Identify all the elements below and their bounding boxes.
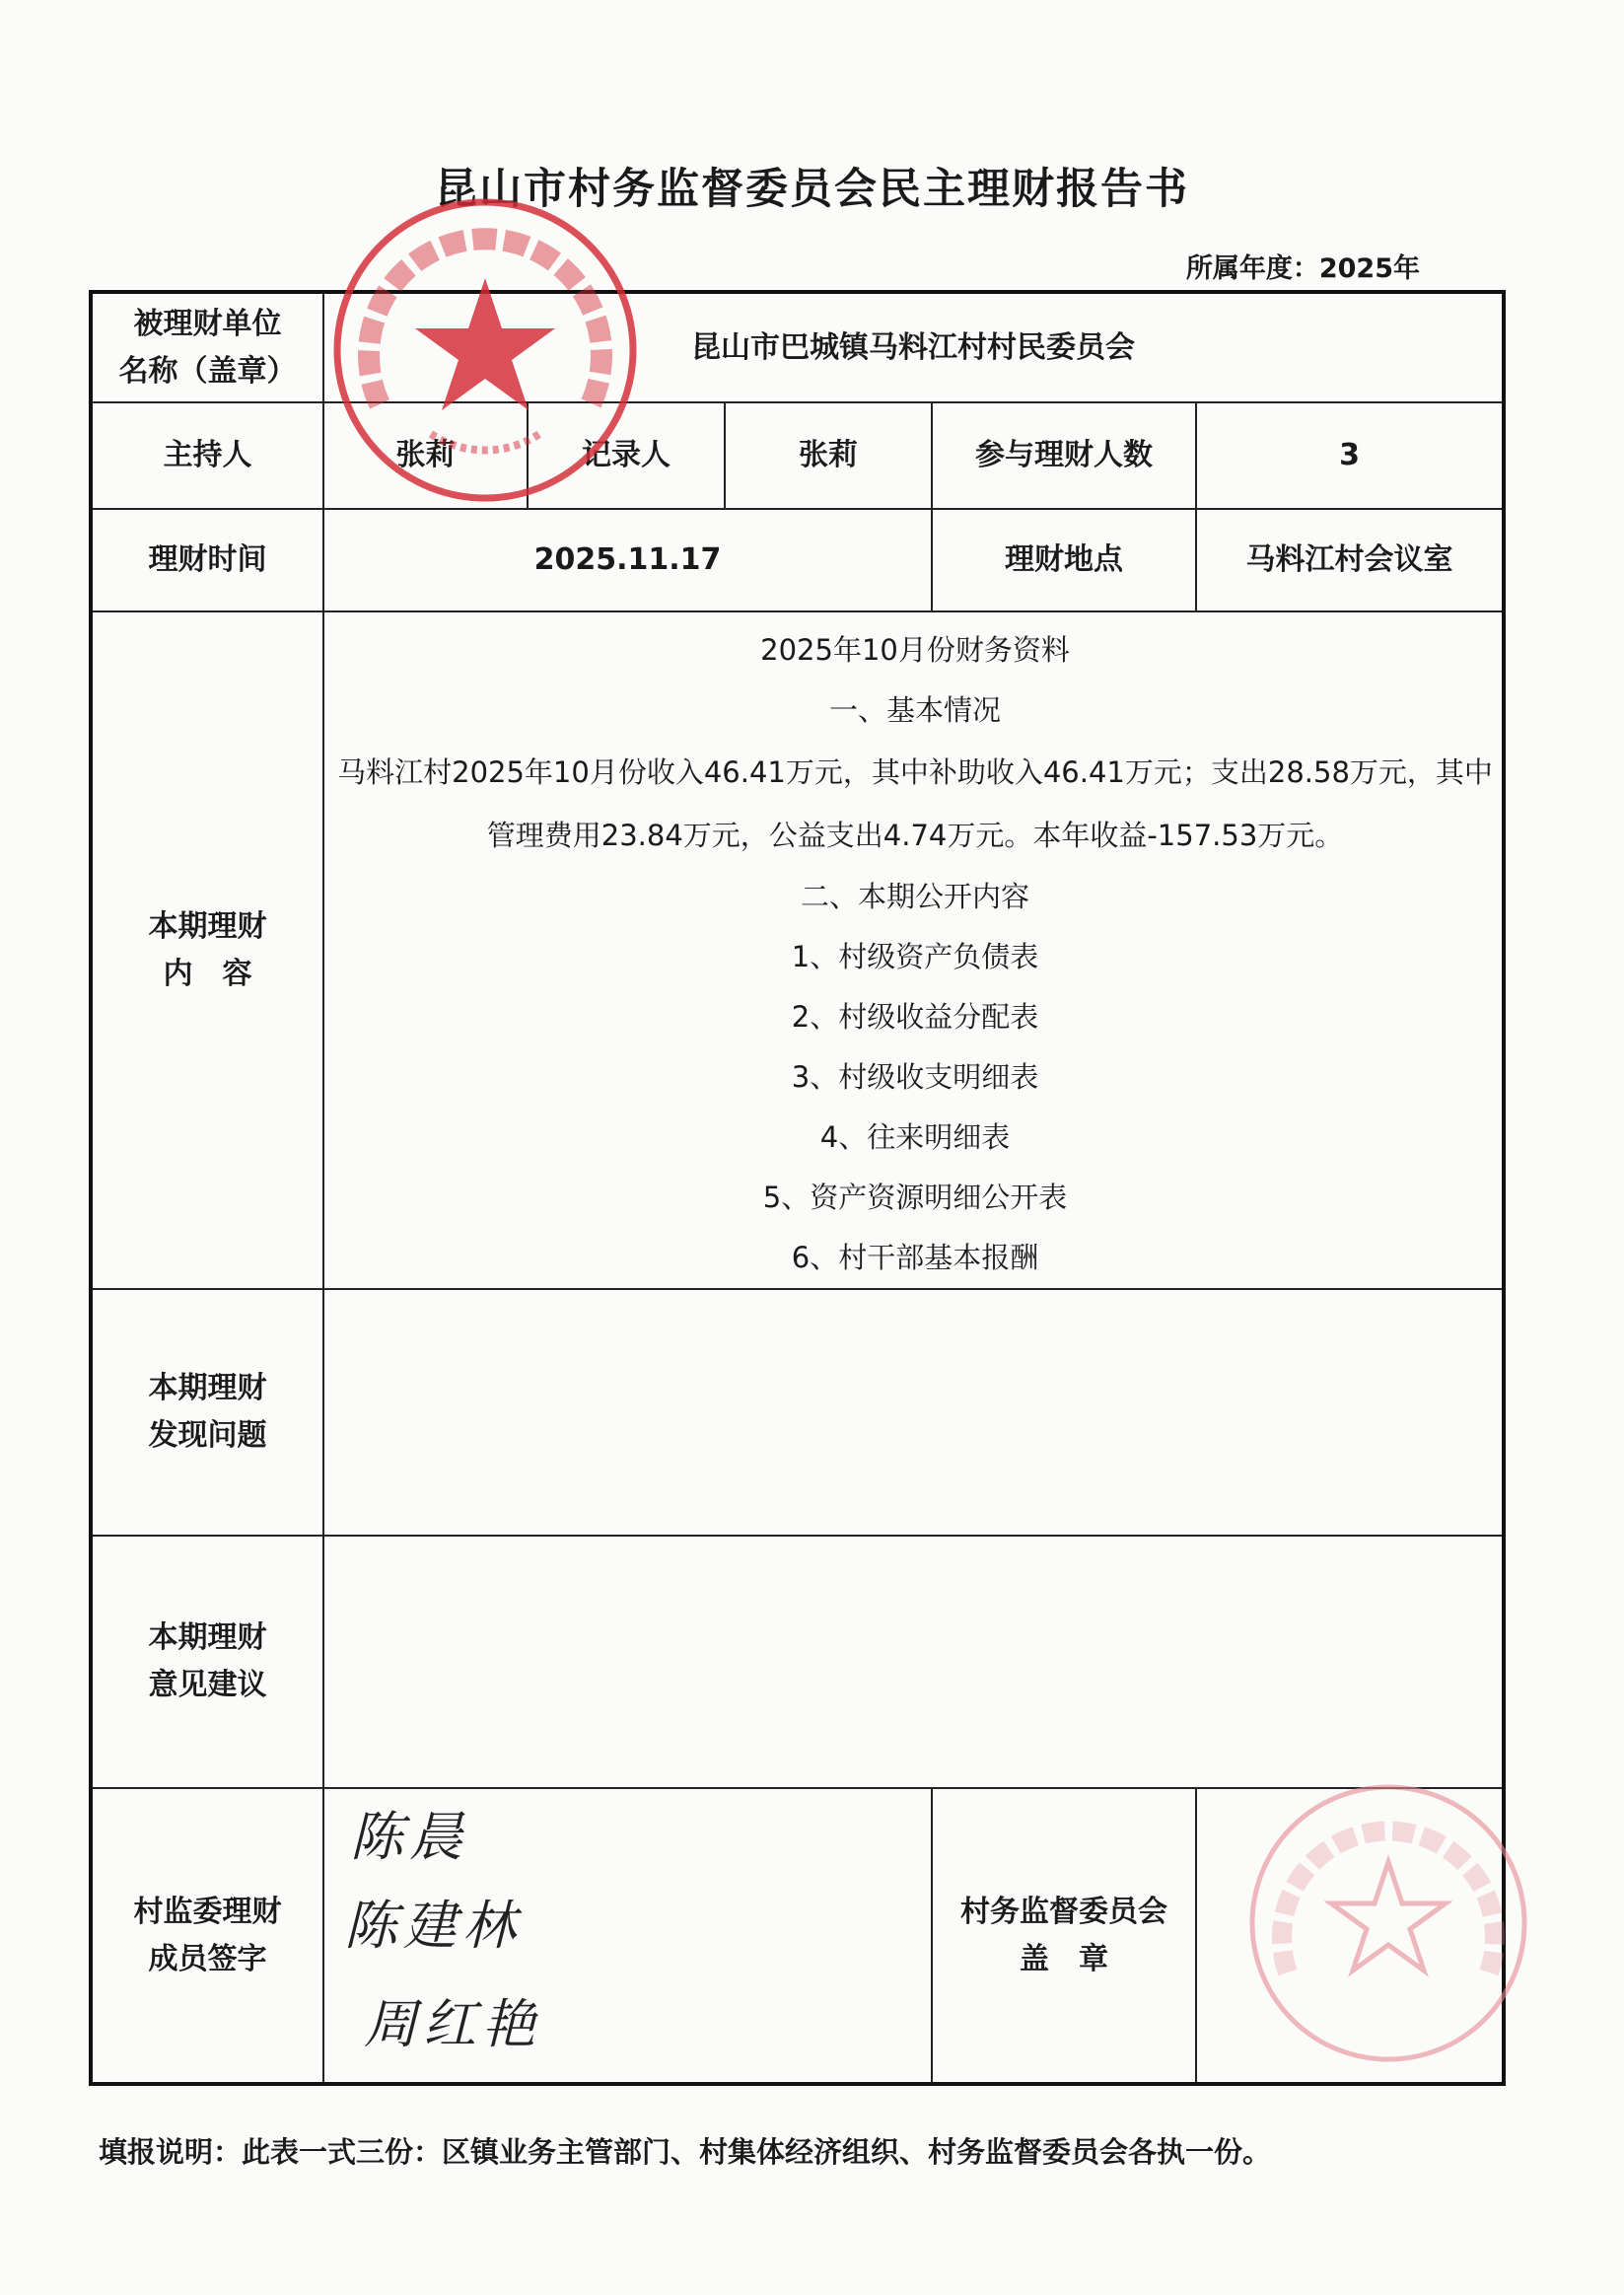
- signature: 周红艳: [364, 1993, 541, 2055]
- unit-name-label: 被理财单位 名称（盖章）: [91, 292, 323, 402]
- content-line: 5、资产资源明细公开表: [762, 1181, 1068, 1214]
- page-title: 昆山市村务监督委员会民主理财报告书: [435, 165, 1189, 214]
- issues-value: [323, 1289, 1504, 1536]
- participants-value: 3: [1196, 402, 1504, 509]
- place-label: 理财地点: [932, 509, 1196, 611]
- signature-label: 村监委理财 成员签字: [91, 1788, 323, 2084]
- signature: 陈建林: [344, 1895, 522, 1957]
- content-line: 二、本期公开内容: [801, 880, 1030, 913]
- report-form: [89, 290, 1506, 2086]
- content-body: [323, 611, 1504, 1289]
- content-label: 本期理财 内 容: [91, 611, 323, 1289]
- filling-note: 填报说明：此表一式三份：区镇业务主管部门、村集体经济组织、村务监督委员会各执一份。: [99, 2135, 1272, 2169]
- participants-label: 参与理财人数: [932, 402, 1196, 509]
- content-line: 马料江村2025年10月份收入46.41万元，其中补助收入46.41万元；支出28.58万元，其中管理费用23.84万元，公益支出4.74万元。本年收益-157.53万元。: [337, 755, 1493, 852]
- content-line: 4、往来明细表: [819, 1120, 1011, 1154]
- content-line: 3、村级收支明细表: [791, 1060, 1039, 1094]
- content-line: 1、村级资产负债表: [791, 940, 1039, 973]
- host-label: 主持人: [91, 402, 323, 509]
- host-value: 张莉: [323, 402, 528, 509]
- seal-area: [1196, 1788, 1504, 2084]
- recorder-label: 记录人: [528, 402, 725, 509]
- fiscal-year: 所属年度：2025年: [1185, 253, 1420, 284]
- content-line: 一、基本情况: [829, 693, 1002, 727]
- content-line: 6、村干部基本报酬: [791, 1241, 1039, 1274]
- advice-label: 本期理财 意见建议: [91, 1536, 323, 1788]
- seal-label: 村务监督委员会 盖 章: [932, 1788, 1196, 2084]
- signature-area: [323, 1788, 932, 2084]
- time-label: 理财时间: [91, 509, 323, 611]
- unit-name-value: 昆山市巴城镇马料江村村民委员会: [323, 292, 1504, 402]
- content-line: 2025年10月份财务资料: [760, 633, 1070, 667]
- advice-value: [323, 1536, 1504, 1788]
- content-line: 2、村级收益分配表: [791, 1000, 1039, 1034]
- issues-label: 本期理财 发现问题: [91, 1289, 323, 1536]
- place-value: 马料江村会议室: [1196, 509, 1504, 611]
- signature: 陈晨: [350, 1806, 468, 1868]
- recorder-value: 张莉: [725, 402, 932, 509]
- time-value: 2025.11.17: [323, 509, 932, 611]
